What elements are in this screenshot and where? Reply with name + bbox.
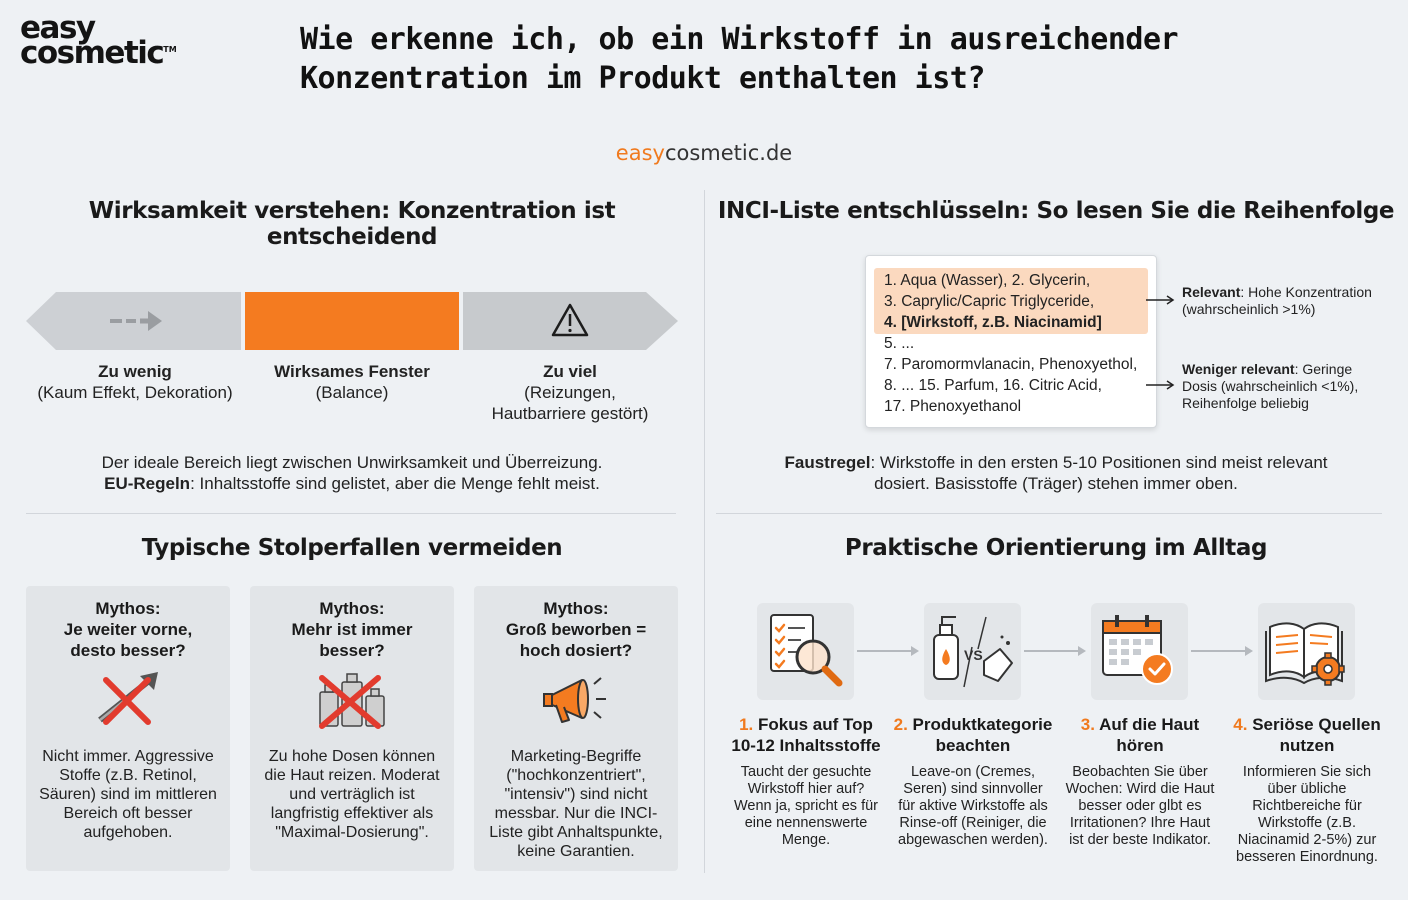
step-text-line: abgewaschen werden). [898,832,1048,848]
step-arrow [855,645,921,657]
too-little-title: Zu wenig [98,362,172,381]
myth-text-line: langfristig effektiver als [270,805,434,822]
inci-pointer-arrows [1144,292,1178,392]
too-little-label [26,361,244,403]
effectiveness-note-line-1: Der ideale Bereich liegt zwischen Unwirksamkeit und Überreizung. [101,453,603,472]
step-text-line: Irritationen? Ihre Haut [1069,815,1211,831]
step-title [889,714,1057,756]
step-title-line: 10-12 Inhaltsstoffe [731,736,881,755]
section-title-inci: INCI-Liste entschlüsseln: So lesen Sie die Reihenfolge [717,198,1395,224]
step-text-line: Menge. [781,832,831,848]
concentration-bar [26,292,680,350]
myth-question: hoch dosiert? [519,641,633,660]
step-text-line: Beobachten Sie über [1072,764,1208,780]
step-tile [924,603,1021,700]
myth-text-line: Stoffe (z.B. Retinol, [59,767,197,784]
myth-text-line: Nicht immer. Aggressive [42,748,214,765]
step-text-line: über übliche [1267,781,1347,797]
step-text-line: Wirkstoffe (z.B. [1257,815,1357,831]
relevant-note [1182,284,1396,318]
step-title-line: nutzen [1279,736,1335,755]
section-title-practical: Praktische Orientierung im Alltag [844,535,1268,561]
step-text-line: Informieren Sie sich [1242,764,1372,780]
crossed-trend-arrow-icon [94,670,162,728]
vertical-divider [704,190,705,873]
myth-label: Mythos: [319,599,385,618]
less-relevant-text-2: Dosis (wahrscheinlich <1%), [1182,378,1359,394]
step-text-line: Wirkstoff hier auf? [747,781,865,797]
myth-text-line: Marketing-Begriffe [510,748,642,765]
effective-window-label [244,361,460,403]
arrow-right-icon [1146,296,1173,304]
eu-rules-label: EU-Regeln [104,474,191,493]
step-tile [1091,603,1188,700]
step-text-line: Wenn ja, spricht es für [734,798,878,814]
inci-line: 5. ... [884,335,915,352]
step-title-line: Seriöse Quellen [1252,715,1381,734]
step-title-line: hören [1116,736,1164,755]
less-relevant-text-3: Reihenfolge beliebig [1182,395,1309,411]
step-title [1223,714,1391,756]
myth-card-title [250,598,454,661]
myth-text-line: Liste gibt Anhaltspunkte, [489,824,663,841]
too-much-title: Zu viel [543,362,597,381]
step-text-line: ist der beste Indikator. [1069,832,1211,848]
step-title-line: Fokus auf Top [758,715,873,734]
too-much-sub-2: Hautbarriere gestört) [491,404,649,423]
step-text-line: Seren) sind sinnvoller [903,781,1043,797]
step-text-line: Taucht der gesuchte [740,764,872,780]
calendar-check-icon [1091,603,1188,700]
section-title-pitfalls: Typische Stolperfallen vermeiden [141,535,563,561]
step-text-line: besser oder glbt es [1078,798,1202,814]
myth-text-line: und verträglich ist [289,786,415,803]
effective-window-title: Wirksames Fenster [274,362,430,381]
step-arrow [1022,645,1088,657]
too-little-sub: (Kaum Effekt, Dekoration) [37,383,233,402]
rule-of-thumb-text: : Wirkstoffe in den ersten 5-10 Positionen sind meist relevant [870,453,1328,472]
logo-line-easy: easy [20,10,95,46]
myth-text-line: "Maximal-Dosierung". [275,824,429,841]
myth-card-text [474,747,678,861]
less-relevant-label: Weniger relevant [1182,361,1295,377]
logo-line-cosmetic: cosmetic [20,35,164,72]
inci-line-active: 4. [Wirkstoff, z.B. Niacinamid] [884,314,1102,331]
logo-trademark: TM [163,45,177,55]
myth-text-line: messbar. Nur die INCI- [494,805,658,822]
brand-logo [20,10,190,72]
bottle-vs-sponge-icon [924,603,1021,700]
step-text-line: Rinse-off (Reiniger, die [899,815,1047,831]
page-title-line-1: Wie erkenne ich, ob ein Wirkstoff in ausreichender [300,22,1179,57]
step-text-line: Wochen: Wird die Haut [1065,781,1215,797]
step-number: 1. [739,715,754,734]
step-text [1056,764,1224,849]
relevant-text: : Hohe Konzentration [1240,284,1372,300]
relevant-label: Relevant [1182,284,1241,300]
myth-text-line: Zu hohe Dosen können [268,748,436,765]
inci-line: 3. Caprylic/Capric Triglyceride, [884,293,1095,310]
effective-window-sub: (Balance) [315,383,389,402]
step-arrow [1189,645,1255,657]
rule-of-thumb-label: Faustregel [784,453,871,472]
inci-line: 17. Phenoxyethanol [884,398,1022,415]
myth-label: Mythos: [543,599,609,618]
megaphone-icon [542,672,610,730]
myth-label: Mythos: [95,599,161,618]
step-tile [757,603,854,700]
myth-text-line: Säuren) sind im mittleren [39,786,217,803]
step-text-line: Richtbereiche für [1252,798,1362,814]
step-text [722,764,890,849]
step-title-line: beachten [935,736,1011,755]
step-text [889,764,1057,849]
myth-text-line: keine Garantien. [517,843,635,860]
step-text [1223,764,1391,866]
myth-text-line: aufgehoben. [83,824,173,841]
step-tile [1258,603,1355,700]
eu-rules-text: : Inhaltsstoffe sind gelistet, aber die Menge fehlt meist. [190,474,600,493]
rule-of-thumb-text-2: dosiert. Basisstoffe (Träger) stehen immer oben. [874,474,1238,493]
site-url [0,141,1408,165]
arrow-right-icon [1146,381,1173,389]
rule-of-thumb [716,452,1396,494]
myth-question: Groß beworben = [505,620,647,639]
site-url-accent: easy [615,141,665,165]
inci-line: 7. Paromormvlanaсіn, Phenoxyethol, [884,356,1138,373]
vs-text: VS [964,647,983,663]
checklist-magnifier-icon [757,603,854,700]
crossed-bottles-icon [316,670,388,730]
step-number: 2. [893,715,908,734]
step-title [722,714,890,756]
myth-text-line: Bereich oft besser [63,805,193,822]
site-url-rest: cosmetic.de [664,141,793,165]
relevant-text-2: (wahrscheinlich >1%) [1182,301,1316,317]
step-text-line: besseren Einordnung. [1236,849,1378,865]
myth-question: Mehr ist immer [291,620,413,639]
less-relevant-text: : Geringe [1294,361,1353,377]
effectiveness-note [20,452,684,494]
myth-card-title [474,598,678,661]
less-relevant-note [1182,361,1396,412]
myth-question: Je weiter vorne, [63,620,193,639]
step-number: 3. [1080,715,1095,734]
step-title [1056,714,1224,756]
inci-line: 8. ... 15. Parfum, 16. Citric Acid, [884,377,1102,394]
myth-question: besser? [319,641,385,660]
horizontal-divider-right [716,513,1382,514]
too-much-label [462,361,678,424]
step-text-line: Niacinamid 2-5%) zur [1237,832,1377,848]
page-title-line-2: Konzentration im Produkt enthalten ist? [300,61,985,96]
step-number: 4. [1233,715,1248,734]
step-text-line: für aktive Wirkstoffe als [898,798,1048,814]
step-text-line: Leave-on (Cremes, [910,764,1036,780]
inci-line: 1. Aqua (Wasser), 2. Glycerin, [884,272,1091,289]
myth-card-title [26,598,230,661]
inci-list [884,270,1137,417]
step-text-line: eine nennenswerte [744,815,868,831]
section-title-effectiveness: Wirksamkeit verstehen: Konzentration ist entscheidend [88,198,616,250]
myth-question: desto besser? [70,641,186,660]
book-gear-icon [1258,603,1355,700]
page-title [300,20,1200,98]
myth-text-line: "intensiv") sind nicht [504,786,648,803]
step-title-line: Produktkategorie [912,715,1053,734]
myth-card-text [250,747,454,842]
step-title-line: Auf die Haut [1099,715,1200,734]
effective-window-segment [245,292,459,350]
horizontal-divider-left [26,513,676,514]
myth-text-line: ("hochkonzentriert", [506,767,646,784]
myth-card-text [26,747,230,842]
myth-text-line: die Haut reizen. Moderat [264,767,440,784]
too-much-sub-1: (Reizungen, [524,383,616,402]
